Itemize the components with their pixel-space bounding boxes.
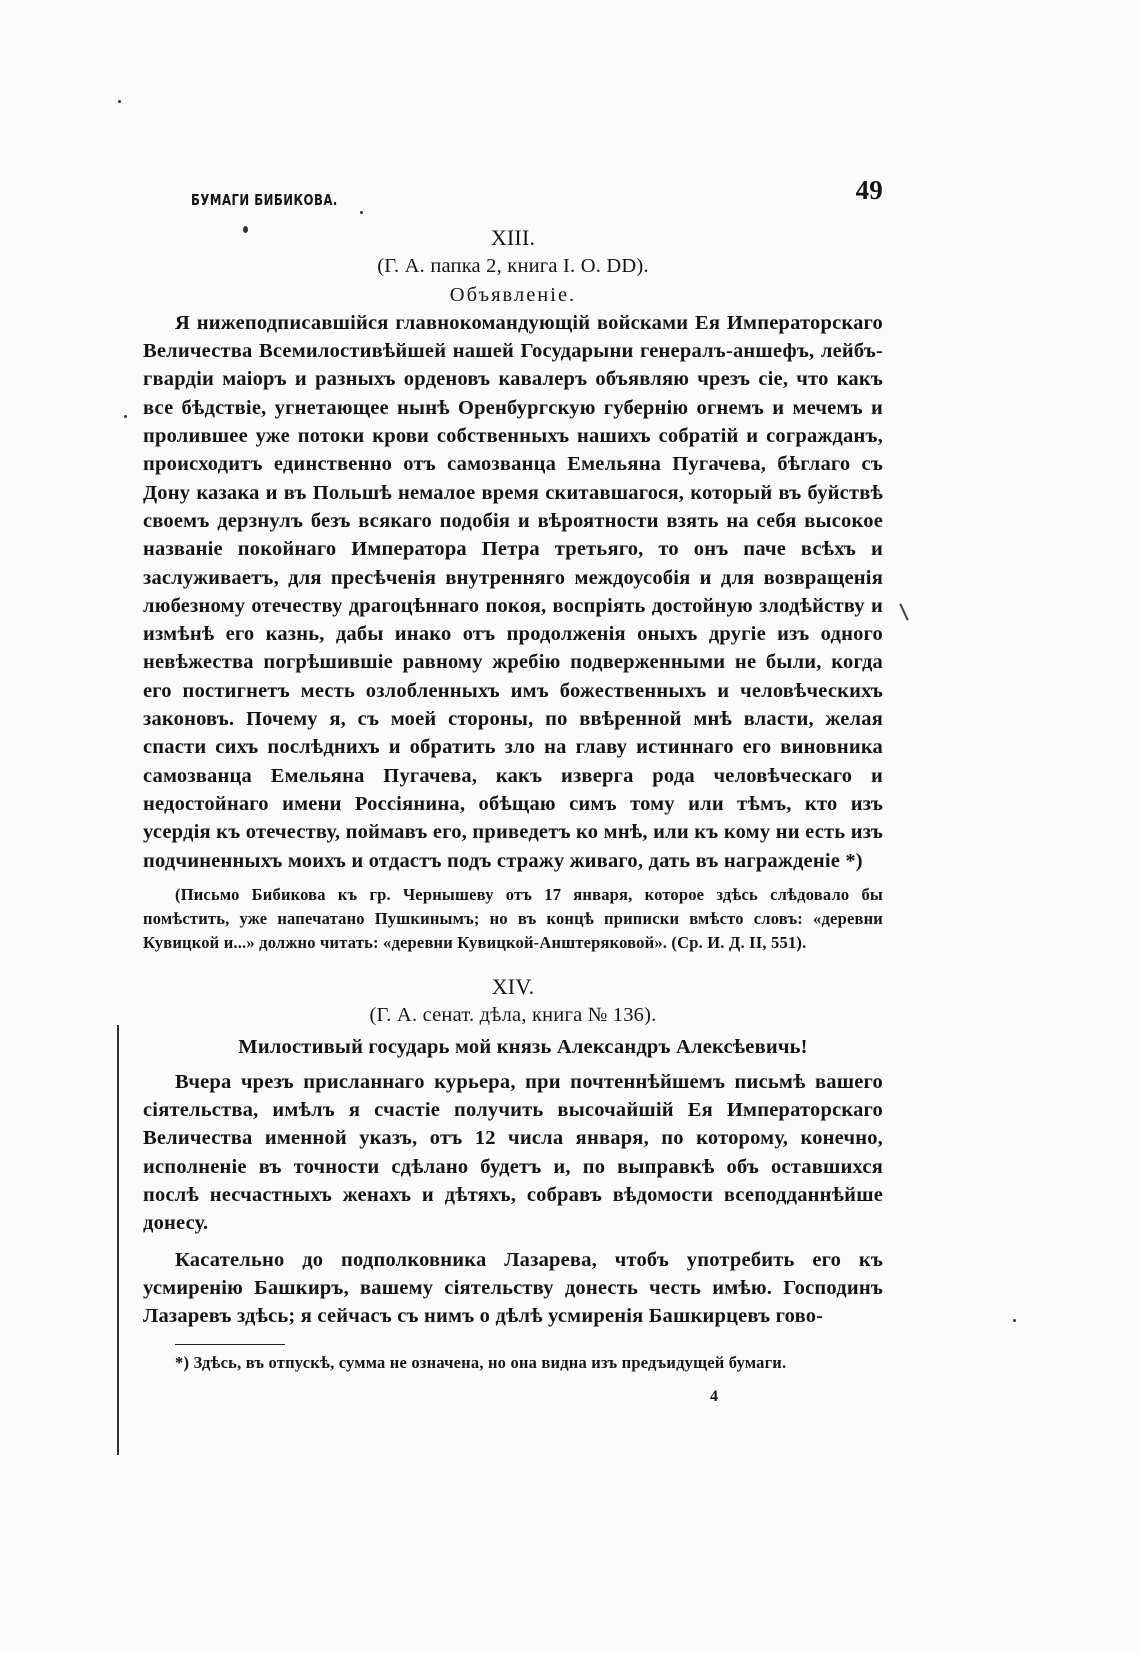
speck — [118, 100, 121, 103]
salutation: Милостивый государь мой князь Александръ Алексѣевичь! — [238, 1036, 808, 1059]
editorial-note: (Письмо Бибикова къ гр. Чернышеву отъ 17 января, которое здѣсь слѣдовало бы помѣстить, уже напечатано Пушкинымъ; но въ концѣ приписки вмѣсто словъ: «деревни Кувицкой и...» должно читать: «деревни Кувицкой-Анштеряковой». (Ср. И. Д. II, 551). — [143, 884, 883, 952]
body-paragraph: Касательно до подполковника Лазарева, чтобъ употребить его къ усмиренію Башкиръ, вашему сіятельству донесть честь имѣю. Господинъ Лазаревъ здѣсь; я сейчасъ съ нимъ о дѣлѣ усмиренія Башкирцевъ гово- — [143, 1248, 883, 1328]
body-paragraph: Вчера чрезъ присланнагo курьера, при почтеннѣйшемъ письмѣ вашего сіятельства, имѣлъ я счастіе получить высочайшій Ея Императорскаго Величества именной указъ, отъ 12 числа января, по которому, конечно, исполненіе въ точности сдѣлано будетъ и, по выправкѣ объ оставшихся послѣ несчастныхъ женахъ и дѣтяхъ, собравъ вѣдомости всеподданнѣйше донесу. — [143, 1070, 883, 1235]
running-title: БУМАГИ БИБИКОВА. — [191, 191, 338, 209]
signature-mark: 4 — [710, 1388, 719, 1406]
section-source: (Г. А. папка 2, книга I. O. DD). — [377, 255, 649, 278]
footnote: *) Здѣсь, въ отпускѣ, сумма не означена, но она видна изъ предъидущей бумаги. — [175, 1353, 787, 1373]
body-paragraph: Я нижеподписавшійся главнокомандующій войсками Ея Императорскаго Величества Всемилостивѣйшей нашей Государыни генералъ-аншефъ, лейбъ-гвардіи маіоръ и разныхъ орденовъ кавалеръ объявляю чрезъ сіе, что какъ все бѣдствіе, угнетающее нынѣ Оренбургскую губернію огнемъ и мечемъ и пролившее уже потоки крови собственныхъ нашихъ собратій и согражданъ, происходитъ единственно отъ самозванца Емельяна Пугачева, бѣглаго съ Дону казака и въ Польшѣ немалое время скитавшагося, который въ буйствѣ своемъ дерзнулъ безъ всякаго подобія и вѣроятности взять на себя высокое названіе покойнаго Императора Петра третьяго, то онъ паче всѣхъ и заслуживаетъ, для пресѣченія внутренняго междоусобія и для возвращенія любезному отечеству драгоцѣннаго покоя, воспріять достойную злодѣйству и измѣнѣ его казнь, дабы инако отъ продолженія оныхъ другіе изъ одного невѣжества погрѣшившіе равному жребію подверженными не были, когда его постигнетъ месть озлобленныхъ имъ божественныхъ и человѣческихъ законовъ. Почему я, съ моей стороны, по ввѣренной мнѣ власти, желая спасти сихъ послѣднихъ и обратить зло на главу истиннаго его виновника самозванца Емельяна Пугачева, какъ изверга рода человѣческаго и недостойнаго имени Россіянина, обѣщаю симъ тому или тѣмъ, кто изъ усердія къ отечеству, поймавъ его, приведетъ ко мнѣ, или къ кому ни есть изъ подчиненныхъ моихъ и отдастъ подъ стражу живаго, дать въ награжденіе *) — [143, 311, 883, 872]
speck — [1013, 1319, 1016, 1322]
speck — [124, 415, 127, 418]
margin-rule — [117, 1025, 119, 1455]
section-number: XIII. — [490, 225, 536, 250]
section-number: XIV. — [491, 973, 535, 999]
margin-mark — [899, 603, 908, 620]
running-head — [143, 176, 883, 216]
footnote-rule — [175, 1344, 285, 1345]
page-number: 49 — [855, 175, 883, 205]
section-source: (Г. А. сенат. дѣла, книга № 136). — [369, 1004, 657, 1027]
document-page — [143, 176, 883, 1405]
section-heading: Объявленіе. — [449, 283, 577, 306]
